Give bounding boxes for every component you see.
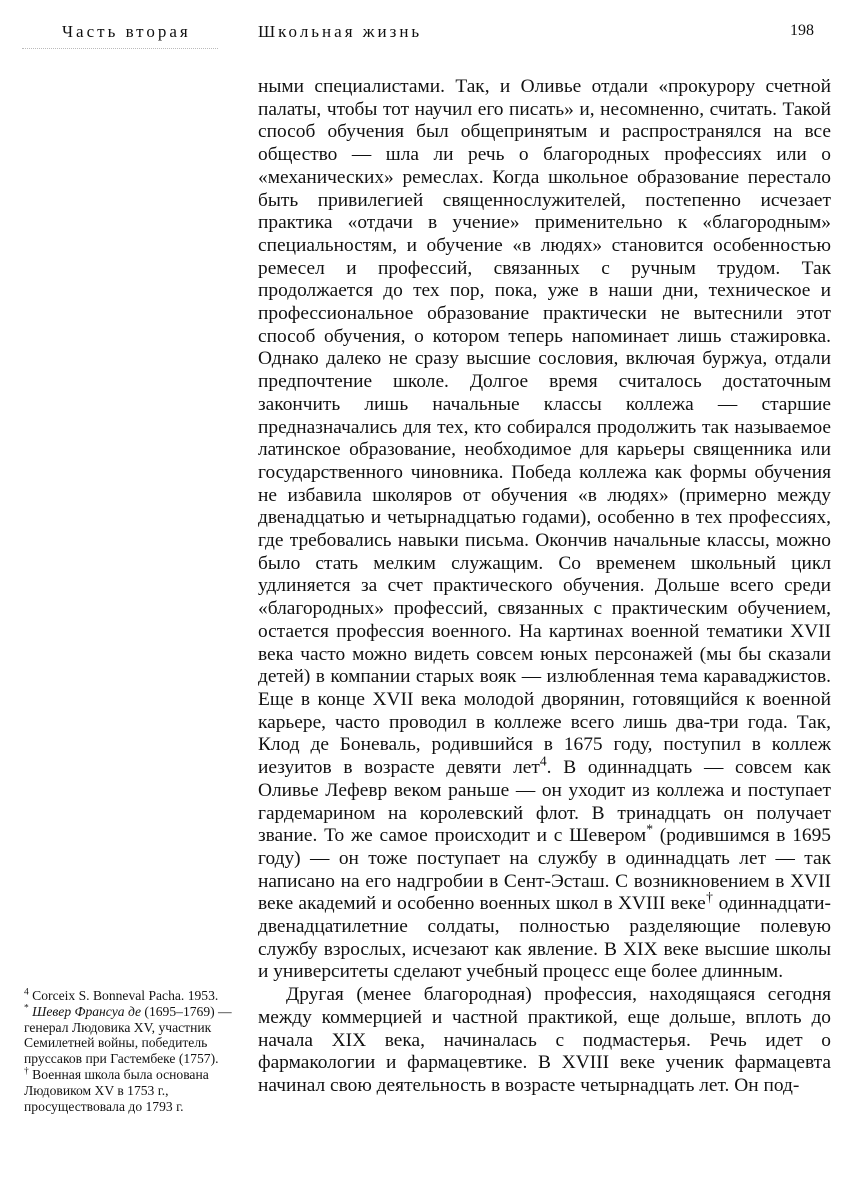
part-title: Часть вторая: [62, 22, 191, 41]
paragraph-2: Другая (менее благородная) профессия, находящаяся сегодня между коммерцией и частной практикой, еще дольше, вплоть до начала XIX века, начиналась с подмастерья. Речь идет о фармакологии и фармацевтике. В XVIII веке ученик фармацевта начинал свою деятельность в возрасте четырнадцать лет. Он под-: [258, 984, 831, 1096]
chapter-title: Школьная жизнь: [258, 22, 423, 41]
footnote-text: Corceix S. Bonneval Pacha. 1953.: [32, 988, 219, 1003]
footnote-ref-4: 4: [539, 753, 547, 769]
footnote-dagger: [24, 1067, 234, 1114]
paragraph-1-part-c: (родившимся в 1695 году) — он тоже поступает на службу в одиннадцать лет — так написано на его надгробии в Сент-Эсташ. С возникновением в XVII веке академий и особенно военных школ в XVIII веке: [258, 825, 831, 915]
paragraph-1: [258, 76, 831, 984]
footnote-ref-dagger: †: [705, 889, 714, 905]
footnote-ref-asterisk: *: [646, 821, 653, 837]
footnote-mark: †: [24, 1066, 29, 1077]
footnote-text: Военная школа была основана Людовиком XV в 1753 г., просуществовала до 1793 г.: [24, 1066, 209, 1114]
page-number: 198: [790, 22, 814, 39]
footnote-mark: *: [24, 1003, 29, 1014]
paragraph-1-part-a: ными специалистами. Так, и Оливье отдали «прокурору счетной палаты, чтобы тот научил его писать» и, несомненно, считать. Такой способ обучения был общепринятым и распространялся на все общество — шла ли речь о благородных профессиях или о «механических» ремеслах. Когда школьное образование перестало быть привилегией священнослужителей, постепенно исчезает практика «отдачи в учение» применительно к «благородным» специальностям, и обучение «в людях» становится особенностью ремесел и профессий, связанных с ручным трудом. Так продолжается до тех пор, пока, уже в наши дни, техническое и профессиональное образование практически не вытеснили этот способ обучения, о котором теперь напоминает лишь стажировка. Однако далеко не сразу высшие сословия, включая буржуа, отдали предпочтение школе. Долгое время считалось достаточным закончить лишь начальные классы коллежа — старшие предназначались для тех, кто собирался продолжить так называемое латинское образование, необходимое для карьеры священника или государственного чиновника. Победа коллежа как формы обучения не избавила школяров от обучения «в людях» (примерно между двенадцатью и четырнадцатью годами), особенно в тех профессиях, где требовались навыки письма. Окончив начальные классы, можно было стать мелким служащим. Со временем школьный цикл удлиняется за счет практического обучения. Дольше всего среди «благородных» профессий, связанных с практическим обучением, остается профессия военного. На картинах военной тематики XVII века часто можно видеть совсем юных персонажей (мы бы сказали детей) в компании старых вояк — излюбленная тема караваджистов. Еще в конце XVII века молодой дворянин, готовящийся к военной карьере, часто проводил в коллеже всего лишь два-три года. Так, Клод де Боневаль, родившийся в 1675 году, поступил в коллеж иезуитов в возрасте девяти лет: [258, 76, 831, 779]
header-divider: [22, 48, 218, 49]
paragraph-1-part-d: одиннадцати-двенадцатилетние солдаты, полностью разделяющие полевую службу взрослых, исчезают как явление. В XIX веке высшие школы и университеты сделают учебный процесс еще более длинным.: [258, 893, 831, 983]
footnote-name: Шевер Франсуа де: [32, 1003, 142, 1019]
paragraph-1-part-b: . В одиннадцать — совсем как Оливье Лефевр веком раньше — он уходит из коллежа и поступает гардемарином на королевский флот. В тринадцать он получает звание. То же самое происходит и с Шевером: [258, 757, 831, 847]
footnote-asterisk: [24, 1004, 234, 1067]
footnote-text: (1695–1769) — генерал Людовика XV, участник Семилетней войны, победитель пруссаков при Гастембеке (1757).: [24, 1003, 232, 1067]
footnotes: [24, 988, 234, 1114]
footnote-4: [24, 988, 234, 1004]
footnote-mark: 4: [24, 987, 29, 998]
main-text: [258, 76, 831, 1098]
